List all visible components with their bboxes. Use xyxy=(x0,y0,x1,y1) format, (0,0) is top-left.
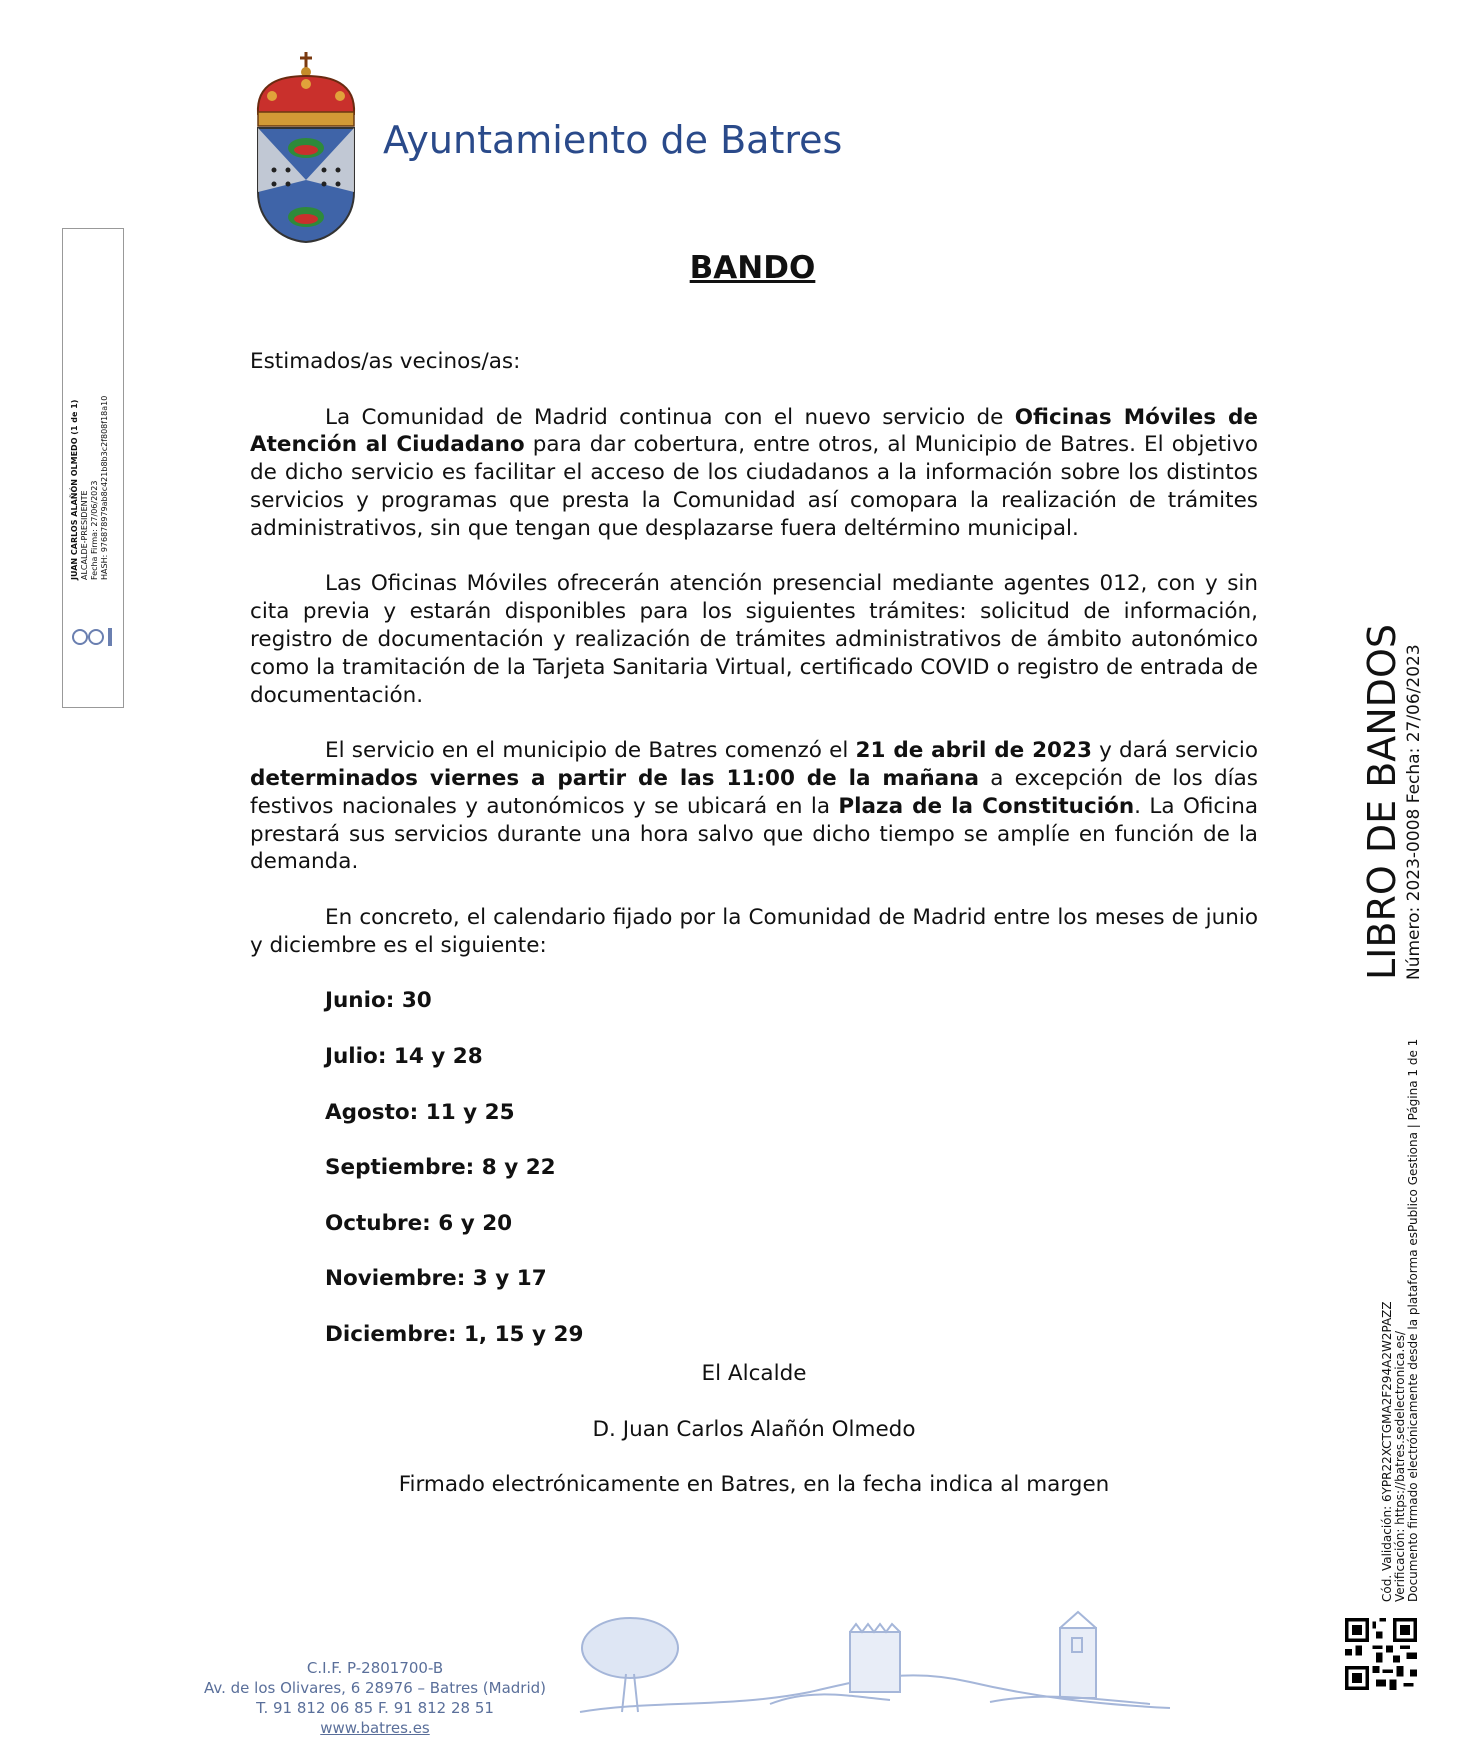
calendar-item: Octubre: 6 y 20 xyxy=(325,1210,513,1236)
signature-note: Firmado electrónicamente en Batres, en la fecha indica al margen xyxy=(398,1472,1110,1498)
calendar-item: Agosto: 11 y 25 xyxy=(325,1099,515,1125)
stamp-seal-icon xyxy=(70,624,118,650)
calendar-item: Julio: 14 y 28 xyxy=(325,1043,483,1069)
greeting: Estimados/as vecinos/as: xyxy=(250,349,521,374)
footer-address: Av. de los Olivares, 6 28976 – Batres (Madrid) xyxy=(204,1679,546,1697)
validation-info: Cód. Validación: 6YPR22XCTGMA2F294A2W2PAZZ Verificación: https://batres.sedelectronica.es/ Documento firmado electrónicamente desde la plataforma esPublico Gestiona | Página 1 de 1 xyxy=(1380,1038,1420,1602)
book-number-date: Número: 2023-0008 Fecha: 27/06/2023 xyxy=(1404,644,1424,980)
calendar-item: Noviembre: 3 y 17 xyxy=(325,1266,547,1292)
signature-block xyxy=(250,1360,1258,1527)
signer-role: El Alcalde xyxy=(701,1361,807,1386)
footer-phone: T. 91 812 06 85 F. 91 812 28 51 xyxy=(256,1699,494,1717)
qr-code-icon xyxy=(1345,1618,1417,1690)
organization-name: Ayuntamiento de Batres xyxy=(383,118,843,162)
footer-contact xyxy=(180,1658,570,1738)
town-sketch-illustration xyxy=(570,1608,1182,1720)
paragraph-1: La Comunidad de Madrid continua con el nuevo servicio de Oficinas Móviles de Atención al Ciudadano para dar cobertura, entre otros, al Municipio de Batres. El objetivo de dicho servicio es facilitar el acceso de los ciudadanos a la información sobre los distintos servicios y programas que presta la Comunidad así comopara la realización de trámites administrativos, sin que tengan que desplazarse fuera deltérmino municipal. xyxy=(250,404,1258,541)
footer-website-link[interactable]: www.batres.es xyxy=(320,1719,430,1737)
paragraph-2: Las Oficinas Móviles ofrecerán atención presencial mediante agentes 012, con y sin cita previa y estarán disponibles para los siguientes trámites: solicitud de información, registro de documentación y realización de trámites administrativos de ámbito autonómico como la tramitación de la Tarjeta Sanitaria Virtual, certificado COVID o registro de entrada de documentación. xyxy=(250,571,1258,708)
document-title: BANDO xyxy=(689,250,816,286)
signature-stamp-text: JUAN CARLOS ALAÑÓN OLMEDO (1 de 1) ALCALDE-PRESIDENTE Fecha Firma: 27/06/2023 HASH: 976878979ab8c421b8b3c2f808f18a10 xyxy=(70,395,109,580)
document-body xyxy=(250,348,1258,1376)
libro-de-bandos-label: LIBRO DE BANDOS xyxy=(1360,624,1404,980)
paragraph-3: El servicio en el municipio de Batres comenzó el 21 de abril de 2023 y dará servicio determinados viernes a partir de las 11:00 de la mañana a excepción de los días festivos nacionales y autonómicos y se ubicará en la Plaza de la Constitución. La Oficina prestará sus servicios durante una hora salvo que dicho tiempo se amplíe en función de la demanda. xyxy=(250,738,1259,875)
coat-of-arms-icon xyxy=(252,52,360,244)
calendar-item: Diciembre: 1, 15 y 29 xyxy=(325,1321,584,1347)
footer-cif: C.I.F. P-2801700-B xyxy=(306,1659,444,1677)
calendar-item: Junio: 30 xyxy=(325,988,432,1014)
calendar-item: Septiembre: 8 y 22 xyxy=(325,1155,556,1181)
calendar-list xyxy=(325,987,1258,1376)
paragraph-4: En concreto, el calendario fijado por la Comunidad de Madrid entre los meses de junio y diciembre es el siguiente: xyxy=(250,904,1258,958)
signer-name: D. Juan Carlos Alañón Olmedo xyxy=(592,1416,916,1442)
